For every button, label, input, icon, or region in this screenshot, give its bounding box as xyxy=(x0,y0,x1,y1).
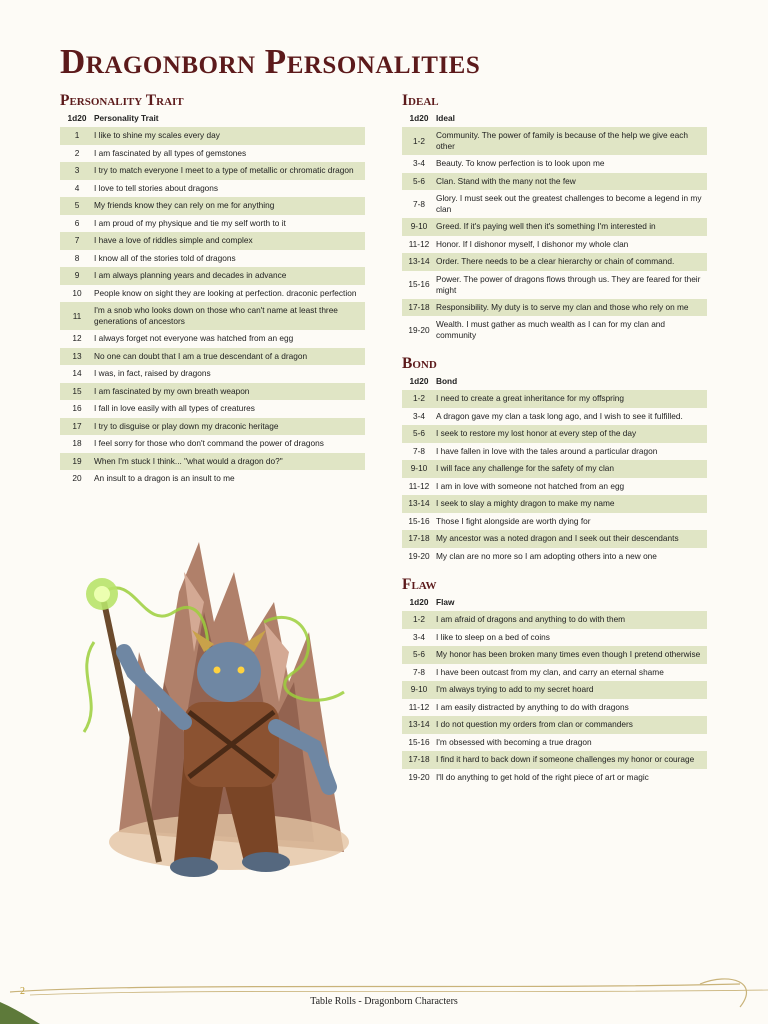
roll-result: Honor. If I dishonor myself, I dishonor my whole clan xyxy=(436,238,629,249)
roll-result: I seek to slay a mighty dragon to make my name xyxy=(436,495,707,513)
table-row xyxy=(402,155,707,173)
table-row xyxy=(60,400,365,418)
roll-result: Glory. I must seek out the greatest challenges to become a legend in my clan xyxy=(436,193,702,214)
table-row xyxy=(402,127,707,155)
table-row xyxy=(402,408,707,426)
roll-value: 17-18 xyxy=(402,299,436,317)
roll-result: I'm always trying to add to my secret hoard xyxy=(436,681,707,699)
roll-value: 19-20 xyxy=(408,550,430,561)
table-header-row xyxy=(60,110,365,127)
roll-value: 5-6 xyxy=(402,425,436,443)
roll-value: 7 xyxy=(60,232,94,250)
table-row xyxy=(402,681,707,699)
roll-value: 11-12 xyxy=(408,701,430,712)
roll-value: 15 xyxy=(60,383,94,401)
bond-heading: Bond xyxy=(402,355,437,372)
roll-result: I try to disguise or play down my draconic heritage xyxy=(94,418,365,436)
roll-value: 1-2 xyxy=(402,127,436,155)
roll-result: I will face any challenge for the safety of my clan xyxy=(436,460,707,478)
roll-value: 5-6 xyxy=(402,173,436,191)
table-row xyxy=(60,453,365,471)
personality-trait-table xyxy=(60,110,365,488)
left-column xyxy=(60,92,365,488)
roll-value: 9-10 xyxy=(402,681,436,699)
table-row xyxy=(402,646,707,664)
roll-value: 15-16 xyxy=(408,515,430,526)
column-header: Ideal xyxy=(436,113,455,123)
roll-result: I am in love with someone not hatched from an egg xyxy=(436,480,625,491)
table-row xyxy=(402,316,707,344)
roll-value: 7-8 xyxy=(413,198,425,209)
roll-value: 9 xyxy=(60,267,94,285)
flaw-table xyxy=(402,594,707,786)
roll-result: My clan are no more so I am adopting others into a new one xyxy=(436,550,657,561)
table-row xyxy=(60,365,365,383)
roll-value: 20 xyxy=(72,473,82,484)
roll-result: My ancestor was a noted dragon and I seek out their descendants xyxy=(436,530,707,548)
roll-result: I like to sleep on a bed of coins xyxy=(436,631,550,642)
table-row xyxy=(402,236,707,254)
table-row xyxy=(60,250,365,268)
roll-result: I fall in love easily with all types of creatures xyxy=(94,403,255,414)
roll-result: Greed. If it's paying well then it's something I'm interested in xyxy=(436,218,707,236)
roll-result: I'm obsessed with becoming a true dragon xyxy=(436,736,592,747)
table-row xyxy=(60,197,365,215)
table-row xyxy=(60,348,365,366)
roll-value: 16 xyxy=(72,403,82,414)
roll-result: I always forget not everyone was hatched from an egg xyxy=(94,333,294,344)
roll-result: I have been outcast from my clan, and carry an eternal shame xyxy=(436,666,664,677)
roll-result: I feel sorry for those who don't command the power of dragons xyxy=(94,438,324,449)
table-row xyxy=(60,215,365,233)
right-column xyxy=(402,92,707,786)
table-row xyxy=(60,302,365,330)
table-row xyxy=(402,513,707,531)
roll-value: 2 xyxy=(74,147,80,158)
roll-result: Clan. Stand with the many not the few xyxy=(436,173,707,191)
roll-value: 15-16 xyxy=(408,279,430,289)
roll-value: 7-8 xyxy=(413,445,425,456)
die-header: 1d20 xyxy=(409,597,429,607)
roll-result: I am proud of my physique and tie my self worth to it xyxy=(94,217,286,228)
roll-result: Responsibility. My duty is to serve my clan and those who rely on me xyxy=(436,299,707,317)
roll-result: I need to create a great inheritance for my offspring xyxy=(436,390,707,408)
page-footer: Table Rolls - Dragonborn Characters xyxy=(310,996,458,1007)
table-row xyxy=(60,267,365,285)
roll-result: I do not question my orders from clan or commanders xyxy=(436,716,707,734)
roll-value: 9-10 xyxy=(402,218,436,236)
table-row xyxy=(402,190,707,218)
roll-value: 6 xyxy=(74,217,80,228)
roll-result: A dragon gave my clan a task long ago, and I wish to see it fulfilled. xyxy=(436,410,683,421)
die-header: 1d20 xyxy=(67,113,87,123)
roll-result: When I'm stuck I think... "what would a dragon do?" xyxy=(94,453,365,471)
table-row xyxy=(402,734,707,752)
table-row xyxy=(402,530,707,548)
roll-value: 13-14 xyxy=(402,495,436,513)
roll-value: 14 xyxy=(72,368,82,379)
roll-value: 17 xyxy=(60,418,94,436)
roll-value: 18 xyxy=(72,438,82,449)
ideal-table xyxy=(402,110,707,344)
roll-value: 9-10 xyxy=(402,460,436,478)
roll-value: 19 xyxy=(60,453,94,471)
column-header: Bond xyxy=(436,376,458,386)
roll-result: I like to shine my scales every day xyxy=(94,127,365,145)
roll-result: I try to match everyone I meet to a type of metallic or chromatic dragon xyxy=(94,162,365,180)
table-header-row xyxy=(402,110,707,127)
roll-value: 10 xyxy=(72,287,82,298)
roll-result: Power. The power of dragons flows through us. They are feared for their might xyxy=(436,273,701,295)
roll-value: 17-18 xyxy=(402,530,436,548)
roll-result: I seek to restore my lost honor at every step of the day xyxy=(436,425,707,443)
table-header-row xyxy=(402,373,707,390)
roll-value: 3-4 xyxy=(413,158,425,169)
die-header: 1d20 xyxy=(409,376,429,386)
roll-result: I find it hard to back down if someone challenges my honor or courage xyxy=(436,751,707,769)
page-number: 2 xyxy=(20,986,25,997)
roll-result: My friends know they can rely on me for anything xyxy=(94,197,365,215)
roll-value: 5-6 xyxy=(402,646,436,664)
table-row xyxy=(60,232,365,250)
roll-result: I am easily distracted by anything to do with dragons xyxy=(436,701,629,712)
roll-result: I am fascinated by my own breath weapon xyxy=(94,383,365,401)
table-row xyxy=(402,271,707,299)
roll-value: 3-4 xyxy=(413,410,425,421)
roll-result: I am always planning years and decades in advance xyxy=(94,267,365,285)
roll-value: 19-20 xyxy=(408,771,430,782)
roll-value: 1-2 xyxy=(402,390,436,408)
roll-result: I have a love of riddles simple and complex xyxy=(94,232,365,250)
roll-value: 11 xyxy=(60,302,94,330)
table-row xyxy=(60,418,365,436)
bond-table xyxy=(402,373,707,565)
ground-shadow xyxy=(109,814,349,870)
roll-value: 5 xyxy=(60,197,94,215)
roll-result: Beauty. To know perfection is to look upon me xyxy=(436,158,605,169)
table-row xyxy=(402,299,707,317)
roll-result: Community. The power of family is because of the help we give each other xyxy=(436,127,707,155)
roll-result: Order. There needs to be a clear hierarchy or chain of command. xyxy=(436,253,707,271)
roll-value: 3 xyxy=(60,162,94,180)
table-row xyxy=(402,699,707,717)
roll-result: I have fallen in love with the tales around a particular dragon xyxy=(436,445,658,456)
table-row xyxy=(60,383,365,401)
roll-value: 3-4 xyxy=(413,631,425,642)
roll-value: 1-2 xyxy=(402,611,436,629)
table-row xyxy=(402,253,707,271)
roll-result: I was, in fact, raised by dragons xyxy=(94,368,211,379)
table-row xyxy=(402,751,707,769)
roll-value: 1 xyxy=(60,127,94,145)
table-row xyxy=(60,127,365,145)
table-row xyxy=(60,285,365,303)
table-row xyxy=(60,162,365,180)
roll-result: No one can doubt that I am a true descendant of a dragon xyxy=(94,348,365,366)
personality-trait-heading: Personality Trait xyxy=(60,92,184,109)
table-row xyxy=(60,330,365,348)
roll-result: Wealth. I must gather as much wealth as I can for my clan and community xyxy=(436,319,666,340)
flaw-heading: Flaw xyxy=(402,576,437,593)
roll-result: Those I fight alongside are worth dying for xyxy=(436,515,591,526)
roll-result: I am afraid of dragons and anything to do with them xyxy=(436,611,707,629)
footer-ornament xyxy=(0,962,768,1024)
roll-result: I'm a snob who looks down on those who can't name at least three generations of ancestors xyxy=(94,302,365,330)
roll-result: People know on sight they are looking at perfection. draconic perfection xyxy=(94,287,357,298)
table-row xyxy=(402,173,707,191)
page-title: Dragonborn Personalities xyxy=(60,42,481,81)
roll-value: 19-20 xyxy=(408,324,430,335)
column-header: Personality Trait xyxy=(94,113,159,123)
table-row xyxy=(60,145,365,163)
roll-value: 13-14 xyxy=(402,716,436,734)
die-header: 1d20 xyxy=(409,113,429,123)
roll-value: 11-12 xyxy=(408,480,430,491)
table-row xyxy=(60,435,365,453)
table-row xyxy=(402,495,707,513)
table-row xyxy=(402,716,707,734)
roll-result: My honor has been broken many times even though I pretend otherwise xyxy=(436,646,707,664)
roll-value: 11-12 xyxy=(408,238,430,249)
table-row xyxy=(402,548,707,566)
dragonborn-illustration xyxy=(64,532,364,892)
ideal-heading: Ideal xyxy=(402,92,439,109)
table-row xyxy=(402,611,707,629)
table-row xyxy=(402,478,707,496)
roll-result: I'll do anything to get hold of the right piece of art or magic xyxy=(436,771,649,782)
roll-result: An insult to a dragon is an insult to me xyxy=(94,473,235,484)
roll-result: I am fascinated by all types of gemstones xyxy=(94,147,247,158)
roll-result: I know all of the stories told of dragons xyxy=(94,252,236,263)
table-row xyxy=(402,390,707,408)
table-row xyxy=(60,180,365,198)
table-row xyxy=(60,470,365,488)
table-row xyxy=(402,460,707,478)
column-header: Flaw xyxy=(436,597,455,607)
table-row xyxy=(402,443,707,461)
roll-value: 15-16 xyxy=(408,736,430,747)
roll-result: I love to tell stories about dragons xyxy=(94,182,219,193)
table-header-row xyxy=(402,594,707,611)
roll-value: 4 xyxy=(74,182,80,193)
roll-value: 13 xyxy=(60,348,94,366)
roll-value: 8 xyxy=(74,252,80,263)
table-row xyxy=(402,629,707,647)
table-row xyxy=(402,769,707,787)
table-row xyxy=(402,425,707,443)
table-row xyxy=(402,218,707,236)
roll-value: 17-18 xyxy=(402,751,436,769)
roll-value: 7-8 xyxy=(413,666,425,677)
table-row xyxy=(402,664,707,682)
roll-value: 12 xyxy=(72,333,82,344)
roll-value: 13-14 xyxy=(402,253,436,271)
